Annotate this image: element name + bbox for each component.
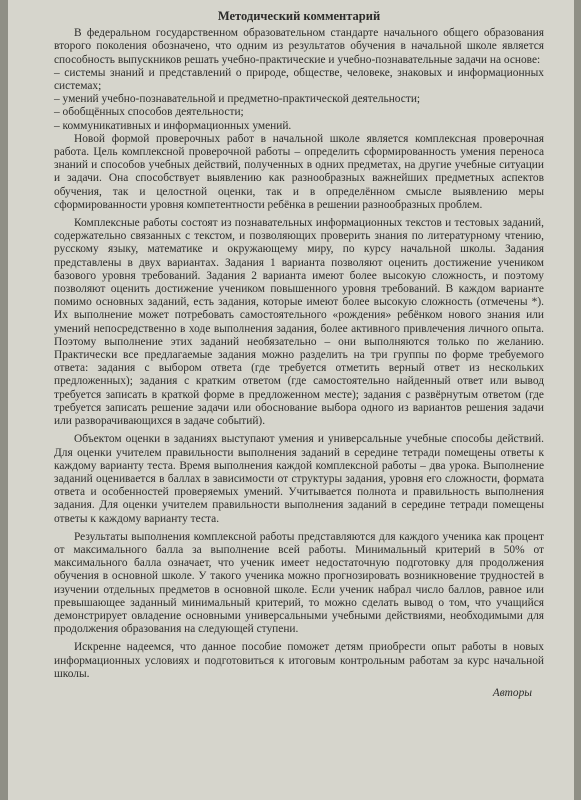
paragraph-assessment: Объектом оценки в заданиях выступают умения и универсальные учебные способы действий. Для оценки учителем правильности выполнения заданий в середине тетради помещены ответы к каждому варианту теста. Время выполнения каждой комплексной работы – два урока. Выполнение заданий оценивается в баллах в зависимости от структуры задания, уровня его сложности, формата ответа и особенностей проверяемых умений. Учитывается полнота и правильность выполнения задания. Для оценки учителем правильности выполнения заданий в середине тетради помещены ответы к каждому варианту теста. bbox=[54, 433, 544, 525]
paragraph-new-form: Новой формой проверочных работ в начальной школе является комплексная проверочная работа. Цель комплексной проверочной работы – определить сформированность умения переноса знаний и способов учебных действий, полученных в одних предметах, на другие учебные ситуации и задачи. Она способствует выявлению как разнообразных важнейших предметных аспектов обучения, так и целостной оценки, так и в определённом смысле выявлению меры сформированности уровня компетентности ребёнка в решении разнообразных проблем. bbox=[54, 132, 544, 211]
intro-paragraph: В федеральном государственном образовательном стандарте начального общего образования второго поколения обозначено, что одним из результатов обучения в начальной школе является способность выпускников решать учебно-практические и учебно-познавательные задачи на основе: bbox=[54, 27, 544, 66]
author-signature: Авторы bbox=[492, 686, 532, 699]
paragraph-results: Результаты выполнения комплексной работы представляются для каждого ученика как процент от максимального балла за выполнение всей работы. Минимальный критерий в 50% от максимального балла означает, что ученик имеет недостаточную подготовку для продолжения обучения в основной школе. У такого ученика можно прогнозировать возникновение трудностей в изучении отдельных предметов в основной школе. Если ученик набрал число баллов, равное или превышающее заданный минимальный критерий, то можно сделать вывод о том, что учащийся демонстрирует овладение основными универсальными учебными действиями, необходимыми для продолжения образования на следующей ступени. bbox=[54, 530, 544, 636]
list-item: – умений учебно-познавательной и предметно-практической деятельности; bbox=[54, 93, 421, 106]
list-item: – обобщённых способов деятельности; bbox=[54, 106, 244, 119]
document-page bbox=[8, 0, 574, 800]
paragraph-closing: Искренне надеемся, что данное пособие поможет детям приобрести опыт работы в новых информационных условиях и подготовиться к итоговым контрольным работам за курс начальной школы. bbox=[54, 641, 544, 680]
paragraph-complex-works: Комплексные работы состоят из познавательных информационных текстов и тестовых заданий, содержательно связанных с текстом, и позволяющих проверить знания по литературному чтению, русскому языку, математике и окружающему миру, по курсу начальной школы. Задания представлены в двух вариантах. Задания 1 варианта позволяют оценить достижение учеником базового уровня требований. Задания 2 варианта имеют более высокую сложность, и поэтому позволяют оценить достижение учеником повышенного уровня требований. В каждом варианте помимо основных заданий, есть задания, которые имеют более высокую сложность (отмечены *). Их выполнение может потребовать самостоятельного «рождения» ребёнком нового знания или умений непосредственно в ходе выполнения задания, более активного привлечения личного опыта. Поэтому выполнение этих заданий необязательно – они выполняются только по желанию. Практически все предлагаемые задания можно разделить на три группы по форме требуемого ответа: задания с выбором ответа (где требуется отметить верный ответ из нескольких предложенных); задания с кратким ответом (где самостоятельно найденный ответ или вывод требуется записать в краткой форме в предложенном месте); задания с развёрнутым ответом (где требуется записать решение задачи или обоснование выбора одного из вариантов решения задачи или разворачивающихся в задаче событий). bbox=[54, 217, 544, 428]
list-item: – коммуникативных и информационных умений. bbox=[54, 119, 292, 132]
page-title: Методический комментарий bbox=[217, 9, 381, 23]
list-item: – системы знаний и представлений о природе, обществе, человеке, знаковых и информационных системах; bbox=[54, 66, 544, 93]
